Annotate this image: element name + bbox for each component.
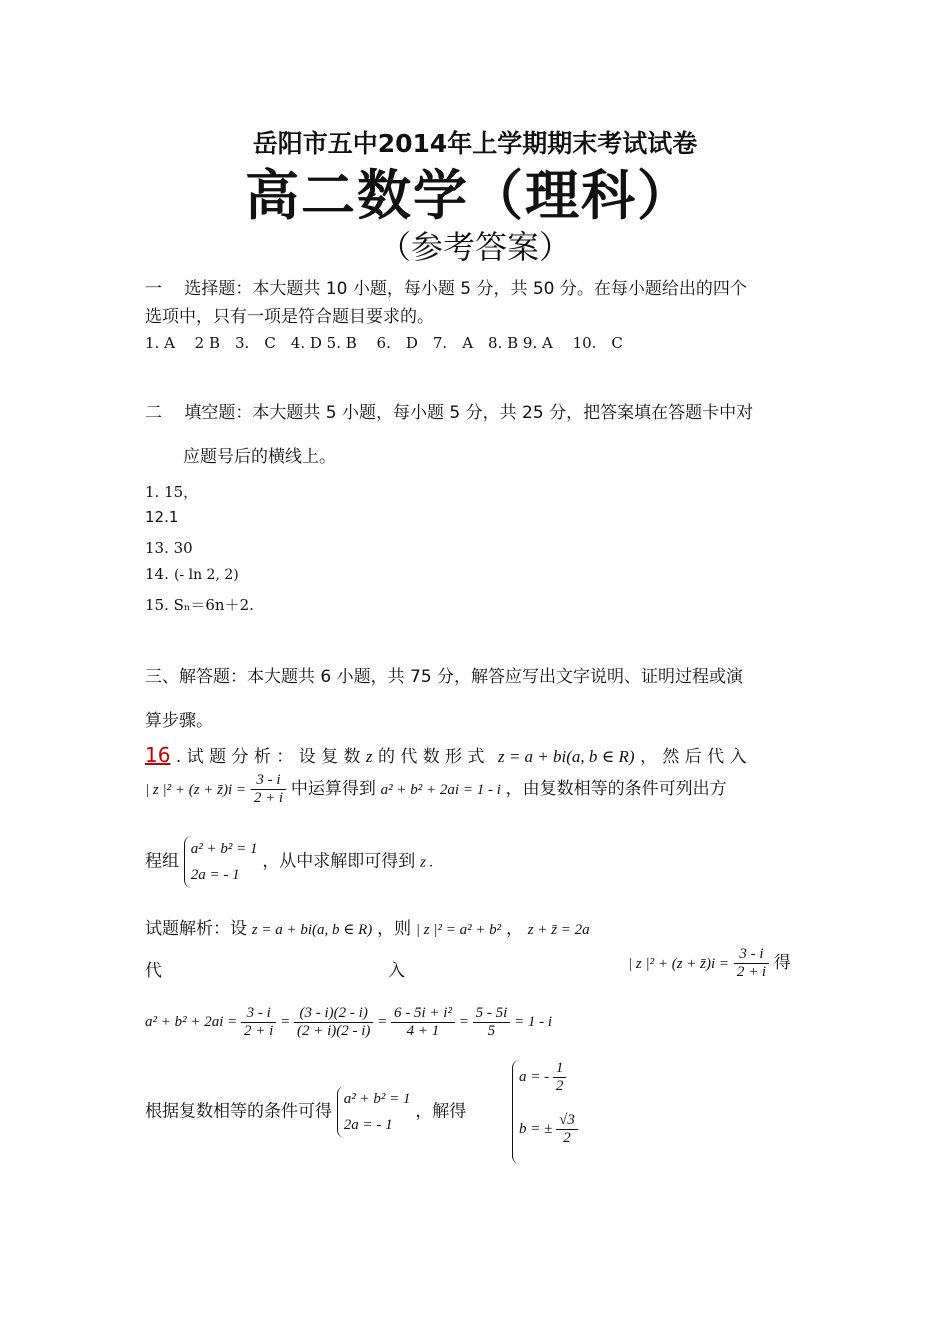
answer-b-lhs: b = ± [519, 1120, 553, 1137]
eq2-lhs: a² + b² + 2ai = [145, 1013, 238, 1030]
equation-numerator: 3 - i [251, 772, 286, 790]
answer-14-label: 14. [145, 565, 169, 583]
header-subject-title: 高二数学（理科） [245, 164, 693, 227]
condition-text: ，由复数相等的条件可列出方 [505, 779, 727, 799]
header-answer-key: （参考答案） [378, 228, 571, 266]
answer-a-num: 1 [553, 1060, 567, 1078]
solution-z: z = a + bi(a, b ∈ R) [251, 922, 373, 938]
equation-middle-text: 中运算得到 [290, 779, 376, 799]
equation-system [184, 836, 258, 888]
system-label: 程组 [145, 851, 179, 872]
section2-heading-line1: 二 填空题：本大题共 5 小题，每小题 5 分，共 25 分，把答案填在答题卡中对 [145, 403, 754, 423]
substitute-de: 得 [773, 953, 791, 973]
solution-sum: z + z̄ = 2a [527, 922, 590, 938]
final-system [337, 1086, 411, 1138]
section3-heading-line2: 算步骤。 [145, 711, 213, 731]
final-text: 根据复数相等的条件可得 [145, 1101, 332, 1122]
z-end: z . [420, 854, 434, 871]
system-eq1: a² + b² = 1 [190, 841, 258, 857]
answer-14-value: (- ln 2, 2) [173, 567, 239, 583]
answer-15: 15. Sₙ＝6n＋2. [145, 596, 254, 614]
system-eq2: 2a = - 1 [190, 867, 240, 883]
equation-denominator: 2 + i [253, 790, 284, 806]
answer-12: 12.1 [145, 508, 179, 526]
answer-13: 13. 30 [145, 539, 193, 557]
section3-heading-line1: 三、解答题：本大题共 6 小题，共 75 分，解答应写出文字说明、证明过程或演 [145, 667, 744, 687]
solution-then: ，则 [377, 919, 412, 939]
solve-text: ，从中求解即可得到 [262, 851, 416, 872]
substitute-dai: 代 [145, 961, 162, 981]
answer-a-lhs: a = - [519, 1068, 550, 1085]
question-16-form-text: 的 代 数 形 式 [377, 747, 485, 767]
final-sys1: a² + b² = 1 [343, 1091, 411, 1107]
section1-heading-line2: 选项中，只有一项是符合题目要求的。 [145, 307, 434, 327]
eq2-end: = 1 - i [514, 1013, 553, 1030]
answer-a-den: 2 [555, 1078, 564, 1094]
equation-lhs: | z |² + (z + z̄)i = [145, 782, 247, 798]
f3-den: 4 + 1 [406, 1023, 440, 1039]
substitute-numerator: 3 - i [734, 946, 769, 964]
section2-heading-line2: 应题号后的横线上。 [183, 447, 336, 467]
question-16-z: z [365, 747, 373, 766]
f1-num: 3 - i [241, 1005, 276, 1023]
f2-num: (3 - i)(2 - i) [294, 1005, 373, 1023]
answer-system [512, 1060, 578, 1164]
final-sys2: 2a = - 1 [343, 1117, 393, 1133]
section1-heading-line1: 一 选择题：本大题共 10 小题，每小题 5 分，共 50 分。在每小题给出的四个 [145, 279, 747, 299]
equation-result: a² + b² + 2ai = 1 - i [380, 782, 501, 798]
f4-num: 5 - 5i [473, 1005, 511, 1023]
substitute-lhs: | z |² + (z + z̄)i = [628, 956, 730, 972]
f3-num: 6 - 5i + i² [391, 1005, 455, 1023]
section1-answers: 1. A 2 B 3. C 4. D 5. B 6. D 7. A 8. B 9. A 10. C [145, 334, 623, 352]
f2-den: (2 + i)(2 - i) [296, 1023, 371, 1039]
question-16-number: 16 [145, 743, 171, 767]
solution-intro: 试题解析：设 [145, 919, 247, 939]
question-16-expression: z = a + bi(a, b ∈ R) [497, 747, 635, 766]
answer-b-num: √3 [556, 1112, 578, 1130]
solution-modulus: | z |² = a² + b² [415, 922, 502, 938]
header-school-title: 岳阳市五中2014年上学期期末考试试卷 [252, 129, 698, 158]
question-16-intro: . 试 题 分 析 ： 设 复 数 [175, 747, 361, 767]
question-16-then-text: ， 然 后 代 入 [639, 747, 747, 767]
substitute-ru: 入 [388, 961, 405, 981]
substitute-denominator: 2 + i [736, 964, 767, 980]
f1-den: 2 + i [244, 1023, 274, 1039]
answer-b-den: 2 [563, 1130, 571, 1146]
final-solve: ，解得 [415, 1101, 467, 1122]
answer-11: 1. 15， [145, 483, 199, 501]
f4-den: 5 [487, 1023, 496, 1039]
